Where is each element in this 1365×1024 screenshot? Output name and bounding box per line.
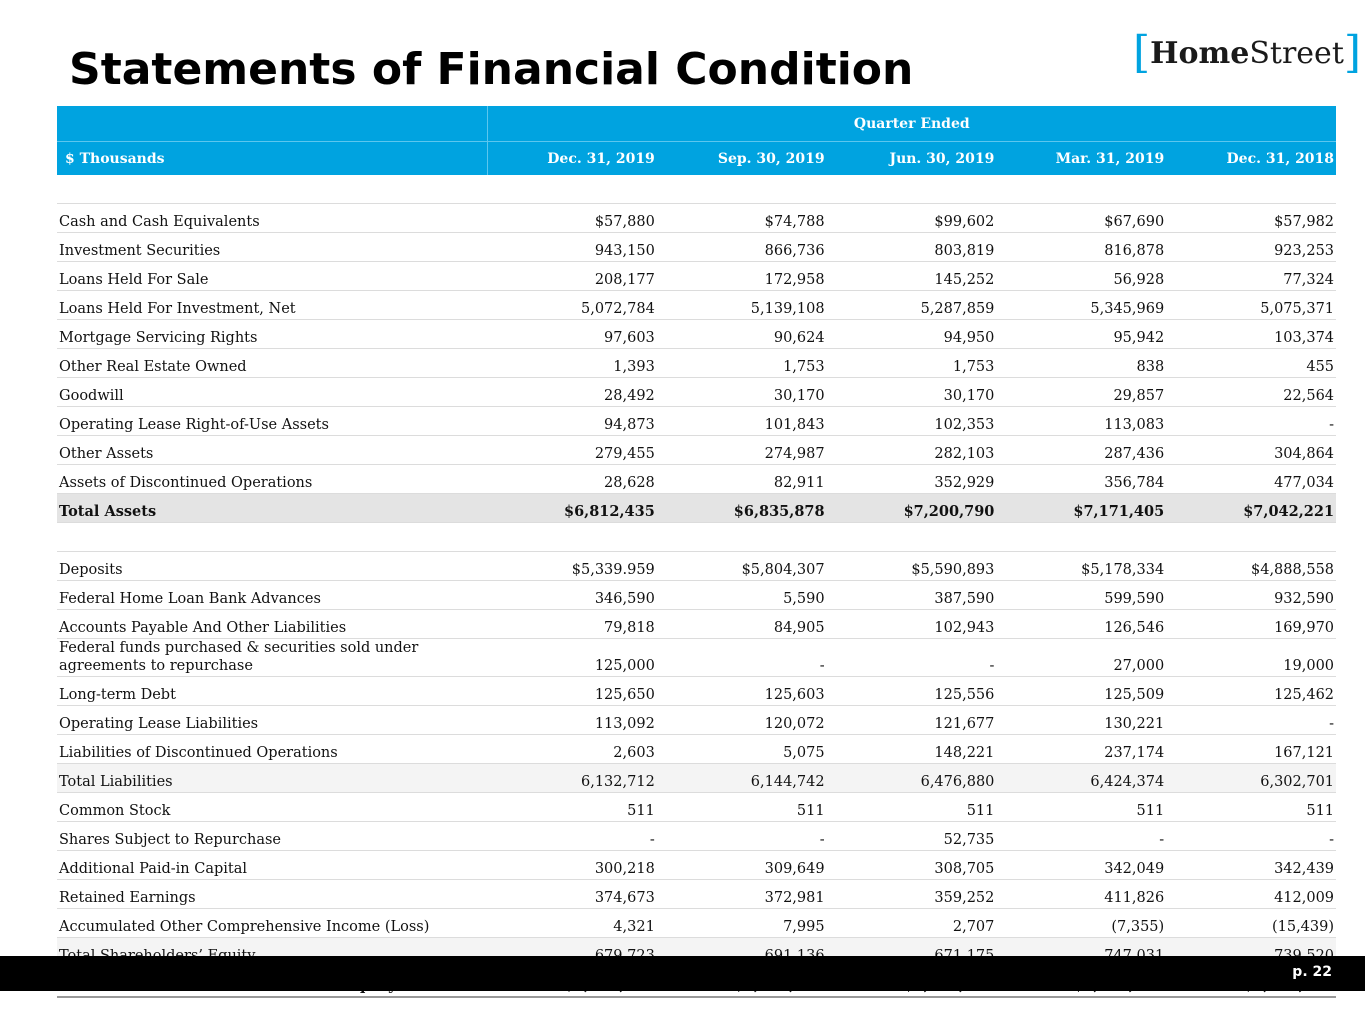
row-value: $5,339.959 xyxy=(487,552,657,581)
row-value: 1,753 xyxy=(827,349,997,378)
row-value: 309,649 xyxy=(657,851,827,880)
logo-bracket-right: ] xyxy=(1343,27,1362,78)
row-label: Assets of Discontinued Operations xyxy=(57,465,487,494)
row-value: - xyxy=(1166,706,1336,735)
row-value: 125,650 xyxy=(487,677,657,706)
row-value: 342,439 xyxy=(1166,851,1336,880)
row-value: 346,590 xyxy=(487,581,657,610)
row-value: 477,034 xyxy=(1166,465,1336,494)
quarter-ended-header: Quarter Ended xyxy=(487,106,1336,142)
row-value: 5,075,371 xyxy=(1166,291,1336,320)
row-value: 145,252 xyxy=(827,262,997,291)
row-value: 84,905 xyxy=(657,610,827,639)
table-row xyxy=(57,407,1336,436)
row-value: 172,958 xyxy=(657,262,827,291)
table-row xyxy=(57,378,1336,407)
row-value: 816,878 xyxy=(996,233,1166,262)
row-value: 28,492 xyxy=(487,378,657,407)
row-value: (15,439) xyxy=(1166,909,1336,938)
row-value: 511 xyxy=(657,793,827,822)
row-value: 28,628 xyxy=(487,465,657,494)
row-value: 102,943 xyxy=(827,610,997,639)
table-row xyxy=(57,581,1336,610)
row-value: $4,888,558 xyxy=(1166,552,1336,581)
table-row xyxy=(57,822,1336,851)
row-value: 5,287,859 xyxy=(827,291,997,320)
table-row xyxy=(57,552,1336,581)
row-label: Other Real Estate Owned xyxy=(57,349,487,378)
row-label: Loans Held For Investment, Net xyxy=(57,291,487,320)
row-value: (7,355) xyxy=(996,909,1166,938)
row-value: 932,590 xyxy=(1166,581,1336,610)
table-column-header-row xyxy=(57,142,1336,176)
row-value: 300,218 xyxy=(487,851,657,880)
row-value: 943,150 xyxy=(487,233,657,262)
row-value: 82,911 xyxy=(657,465,827,494)
row-value: - xyxy=(487,822,657,851)
row-value: 387,590 xyxy=(827,581,997,610)
row-value: 304,864 xyxy=(1166,436,1336,465)
row-value: $74,788 xyxy=(657,204,827,233)
header-empty-cell xyxy=(57,106,487,142)
row-value: 356,784 xyxy=(996,465,1166,494)
table-row xyxy=(57,880,1336,909)
row-value: 6,302,701 xyxy=(1166,764,1336,793)
row-value: 113,092 xyxy=(487,706,657,735)
row-value: 838 xyxy=(996,349,1166,378)
table-group-header-row xyxy=(57,106,1336,142)
table-row xyxy=(57,204,1336,233)
logo-word-home: Home xyxy=(1150,35,1250,71)
row-value: 237,174 xyxy=(996,735,1166,764)
table-total-row xyxy=(57,494,1336,523)
row-value: - xyxy=(657,639,827,677)
row-value: 130,221 xyxy=(996,706,1166,735)
row-value: 125,509 xyxy=(996,677,1166,706)
row-value: - xyxy=(827,639,997,677)
logo-bracket-left: [ xyxy=(1133,27,1151,78)
row-value: 6,144,742 xyxy=(657,764,827,793)
row-value: $6,812,435 xyxy=(487,494,657,523)
row-value: 1,393 xyxy=(487,349,657,378)
row-value: - xyxy=(1166,407,1336,436)
row-label: Additional Paid-in Capital xyxy=(57,851,487,880)
row-value: 5,075 xyxy=(657,735,827,764)
row-value: 511 xyxy=(1166,793,1336,822)
row-label: Goodwill xyxy=(57,378,487,407)
row-value: 79,818 xyxy=(487,610,657,639)
row-value: 101,843 xyxy=(657,407,827,436)
table-row xyxy=(57,851,1336,880)
col-header-dec-2018: Dec. 31, 2018 xyxy=(1166,142,1336,176)
row-label: Operating Lease Liabilities xyxy=(57,706,487,735)
row-value: 52,735 xyxy=(827,822,997,851)
row-value: 599,590 xyxy=(996,581,1166,610)
table-row xyxy=(57,291,1336,320)
table-row xyxy=(57,909,1336,938)
row-value: 4,321 xyxy=(487,909,657,938)
table-row xyxy=(57,793,1336,822)
row-value: - xyxy=(996,822,1166,851)
row-value: 455 xyxy=(1166,349,1336,378)
row-label: Retained Earnings xyxy=(57,880,487,909)
row-label: Long-term Debt xyxy=(57,677,487,706)
row-value: 125,556 xyxy=(827,677,997,706)
row-value: 274,987 xyxy=(657,436,827,465)
row-value: $57,982 xyxy=(1166,204,1336,233)
row-value: 90,624 xyxy=(657,320,827,349)
row-value: 208,177 xyxy=(487,262,657,291)
row-value: 342,049 xyxy=(996,851,1166,880)
row-value: 308,705 xyxy=(827,851,997,880)
row-value: 2,707 xyxy=(827,909,997,938)
table-row xyxy=(57,706,1336,735)
table-spacer-row xyxy=(57,175,1336,204)
row-value: 30,170 xyxy=(827,378,997,407)
row-value: 126,546 xyxy=(996,610,1166,639)
row-label: Accounts Payable And Other Liabilities xyxy=(57,610,487,639)
row-value: 120,072 xyxy=(657,706,827,735)
row-value: $7,042,221 xyxy=(1166,494,1336,523)
row-value: $99,602 xyxy=(827,204,997,233)
row-value: 125,000 xyxy=(487,639,657,677)
row-value: 121,677 xyxy=(827,706,997,735)
logo-word-street: Street xyxy=(1249,35,1344,71)
row-value: 374,673 xyxy=(487,880,657,909)
row-label: Investment Securities xyxy=(57,233,487,262)
row-value: 29,857 xyxy=(996,378,1166,407)
row-label: Common Stock xyxy=(57,793,487,822)
row-value: $6,835,878 xyxy=(657,494,827,523)
row-value: $5,590,893 xyxy=(827,552,997,581)
row-value: 372,981 xyxy=(657,880,827,909)
row-value: 923,253 xyxy=(1166,233,1336,262)
row-value: 5,345,969 xyxy=(996,291,1166,320)
row-value: 19,000 xyxy=(1166,639,1336,677)
row-value: 102,353 xyxy=(827,407,997,436)
row-value: 30,170 xyxy=(657,378,827,407)
row-value: 352,929 xyxy=(827,465,997,494)
row-value: 148,221 xyxy=(827,735,997,764)
row-label: Total Liabilities xyxy=(57,764,487,793)
row-value: 77,324 xyxy=(1166,262,1336,291)
footer-bar xyxy=(0,956,1365,991)
row-value: - xyxy=(1166,822,1336,851)
table-row xyxy=(57,349,1336,378)
row-value: $5,178,334 xyxy=(996,552,1166,581)
row-value: 5,139,108 xyxy=(657,291,827,320)
row-value: 411,826 xyxy=(996,880,1166,909)
row-value: 6,132,712 xyxy=(487,764,657,793)
row-label: Mortgage Servicing Rights xyxy=(57,320,487,349)
row-value: 279,455 xyxy=(487,436,657,465)
page-number: p. 22 xyxy=(1292,964,1332,980)
row-value: 6,476,880 xyxy=(827,764,997,793)
row-value: 22,564 xyxy=(1166,378,1336,407)
row-value: 1,753 xyxy=(657,349,827,378)
row-value: $5,804,307 xyxy=(657,552,827,581)
row-value: 95,942 xyxy=(996,320,1166,349)
table-row xyxy=(57,262,1336,291)
row-value: 94,950 xyxy=(827,320,997,349)
homestreet-logo xyxy=(1133,27,1362,78)
row-value: 113,083 xyxy=(996,407,1166,436)
row-value: - xyxy=(657,822,827,851)
row-value: 5,590 xyxy=(657,581,827,610)
table-row xyxy=(57,465,1336,494)
table-spacer-row xyxy=(57,523,1336,552)
table-row xyxy=(57,610,1336,639)
row-label: Federal Home Loan Bank Advances xyxy=(57,581,487,610)
row-label: Operating Lease Right-of-Use Assets xyxy=(57,407,487,436)
row-label: Deposits xyxy=(57,552,487,581)
row-value: 167,121 xyxy=(1166,735,1336,764)
row-value: $7,171,405 xyxy=(996,494,1166,523)
row-label: Shares Subject to Repurchase xyxy=(57,822,487,851)
row-label: Accumulated Other Comprehensive Income (Loss) xyxy=(57,909,487,938)
col-header-jun-2019: Jun. 30, 2019 xyxy=(827,142,997,176)
row-value: $67,690 xyxy=(996,204,1166,233)
row-value: 287,436 xyxy=(996,436,1166,465)
row-value: 94,873 xyxy=(487,407,657,436)
row-value: 803,819 xyxy=(827,233,997,262)
table-row xyxy=(57,677,1336,706)
row-value: 412,009 xyxy=(1166,880,1336,909)
row-label: Loans Held For Sale xyxy=(57,262,487,291)
row-value: 5,072,784 xyxy=(487,291,657,320)
table-row xyxy=(57,639,1336,677)
row-value: 125,462 xyxy=(1166,677,1336,706)
row-value: 511 xyxy=(996,793,1166,822)
financial-condition-table xyxy=(57,106,1336,998)
row-value: 97,603 xyxy=(487,320,657,349)
table-row xyxy=(57,320,1336,349)
col-header-dec-2019: Dec. 31, 2019 xyxy=(487,142,657,176)
row-value: 282,103 xyxy=(827,436,997,465)
page-title: Statements of Financial Condition xyxy=(69,44,914,95)
table-row xyxy=(57,436,1336,465)
table-body xyxy=(57,175,1336,997)
table-row xyxy=(57,735,1336,764)
thousands-header: $ Thousands xyxy=(57,142,487,176)
row-label: Cash and Cash Equivalents xyxy=(57,204,487,233)
row-value: 511 xyxy=(827,793,997,822)
row-value: 2,603 xyxy=(487,735,657,764)
col-header-sep-2019: Sep. 30, 2019 xyxy=(657,142,827,176)
row-label: Other Assets xyxy=(57,436,487,465)
row-label: Total Assets xyxy=(57,494,487,523)
row-value: 359,252 xyxy=(827,880,997,909)
row-value: 7,995 xyxy=(657,909,827,938)
row-value: 866,736 xyxy=(657,233,827,262)
row-value: 27,000 xyxy=(996,639,1166,677)
row-value: 56,928 xyxy=(996,262,1166,291)
row-value: 6,424,374 xyxy=(996,764,1166,793)
table-total-row xyxy=(57,764,1336,793)
row-value: 169,970 xyxy=(1166,610,1336,639)
col-header-mar-2019: Mar. 31, 2019 xyxy=(996,142,1166,176)
row-value: 511 xyxy=(487,793,657,822)
row-label: Federal funds purchased & securities sold under agreements to repurchase xyxy=(57,639,487,677)
row-label: Liabilities of Discontinued Operations xyxy=(57,735,487,764)
row-value: $57,880 xyxy=(487,204,657,233)
row-value: 103,374 xyxy=(1166,320,1336,349)
row-value: 125,603 xyxy=(657,677,827,706)
table-row xyxy=(57,233,1336,262)
row-value: $7,200,790 xyxy=(827,494,997,523)
